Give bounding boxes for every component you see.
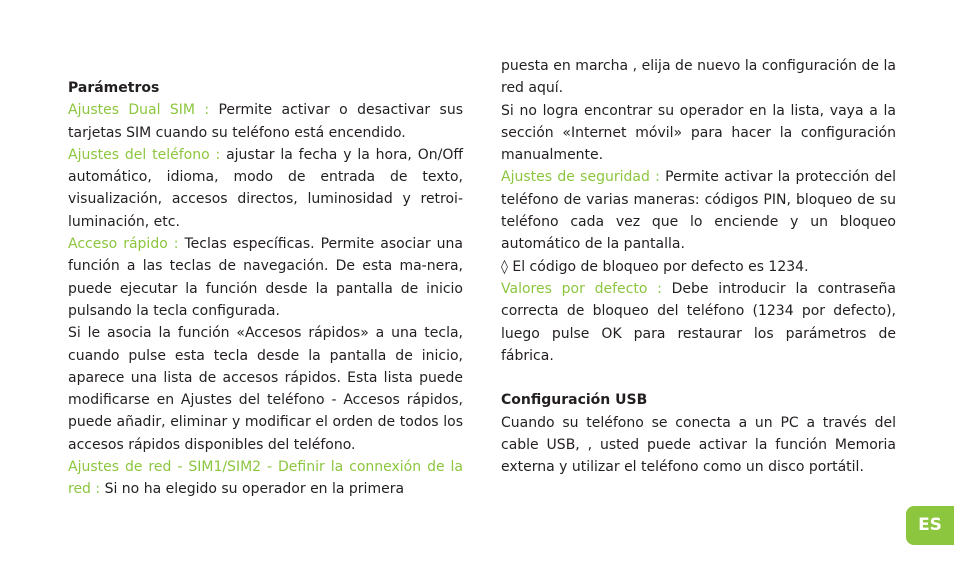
security-paragraph [501, 166, 896, 255]
usb-heading: Configuración USB [501, 392, 648, 409]
security-text: Permite activar la protección del teléfono de varias maneras: códigos PIN, bloqueo de su teléfono cada vez que lo enciende y un bloqueo automático de la pantalla. [501, 169, 896, 253]
dual-sim-term: Ajustes Dual SIM : [68, 102, 210, 119]
left-column [68, 77, 463, 501]
quick-access-paragraph [68, 233, 463, 322]
spacer [501, 367, 896, 389]
right-column [501, 55, 896, 479]
defaults-term: Valores por defecto : [501, 280, 662, 297]
defaults-text: Debe introducir la contraseña correcta de bloqueo del teléfono (1234 por defecto), luego pulse OK para restaurar los parámetros de fábrica. [501, 280, 896, 364]
usb-paragraph: Cuando su teléfono se conecta a un PC a través del cable USB, , usted puede activar la función Memoria externa y utilizar el teléfono como un disco portátil. [501, 414, 896, 476]
parametros-heading: Parámetros [68, 80, 160, 96]
defaults-paragraph [501, 278, 896, 367]
phone-settings-text: ajustar la fecha y la hora, On/Off automático, idioma, modo de entrada de texto, visualización, accesos directos, luminosidad y retroi-luminación, etc. [68, 146, 463, 230]
lock-code-note: ◊ El código de bloqueo por defecto es 1234. [501, 258, 809, 275]
phone-settings-paragraph [68, 144, 463, 233]
quick-access-term: Acceso rápido : [68, 236, 179, 253]
language-tab: ES [906, 506, 954, 545]
dual-sim-paragraph [68, 99, 463, 144]
phone-settings-term: Ajustes del teléfono : [68, 146, 221, 163]
security-term: Ajustes de seguridad : [501, 169, 660, 186]
network-continuation: puesta en marcha , elija de nuevo la configuración de la red aquí. [501, 58, 896, 97]
dual-sim-text: Permite activar o desactivar sus tarjetas SIM cuando su teléfono está encendido. [68, 102, 463, 141]
network-detail: Si no logra encontrar su operador en la lista, vaya a la sección «Internet móvil» para hacer la configuración manualmente. [501, 102, 896, 164]
quick-access-detail: Si le asocia la función «Accesos rápidos» a una tecla, cuando pulse esta tecla desde la pantalla de inicio, aparece una lista de accesos rápidos. Esta lista puede modificarse en Ajustes del teléfono - Accesos rápidos, puede añadir, eliminar y modificar el orden de todos los accesos rápidos disponibles del teléfono. [68, 325, 463, 453]
network-term: Ajustes de red - SIM1/SIM2 - Definir la connexión de la red : [68, 459, 463, 498]
quick-access-text: Teclas específicas. Permite asociar una función a las teclas de navegación. De esta ma-nera, puede ejecutar la función desde la pantalla de inicio pulsando la tecla configurada. [68, 236, 463, 319]
network-paragraph [68, 456, 463, 501]
network-text: Si no ha elegido su operador en la primera [100, 481, 405, 498]
